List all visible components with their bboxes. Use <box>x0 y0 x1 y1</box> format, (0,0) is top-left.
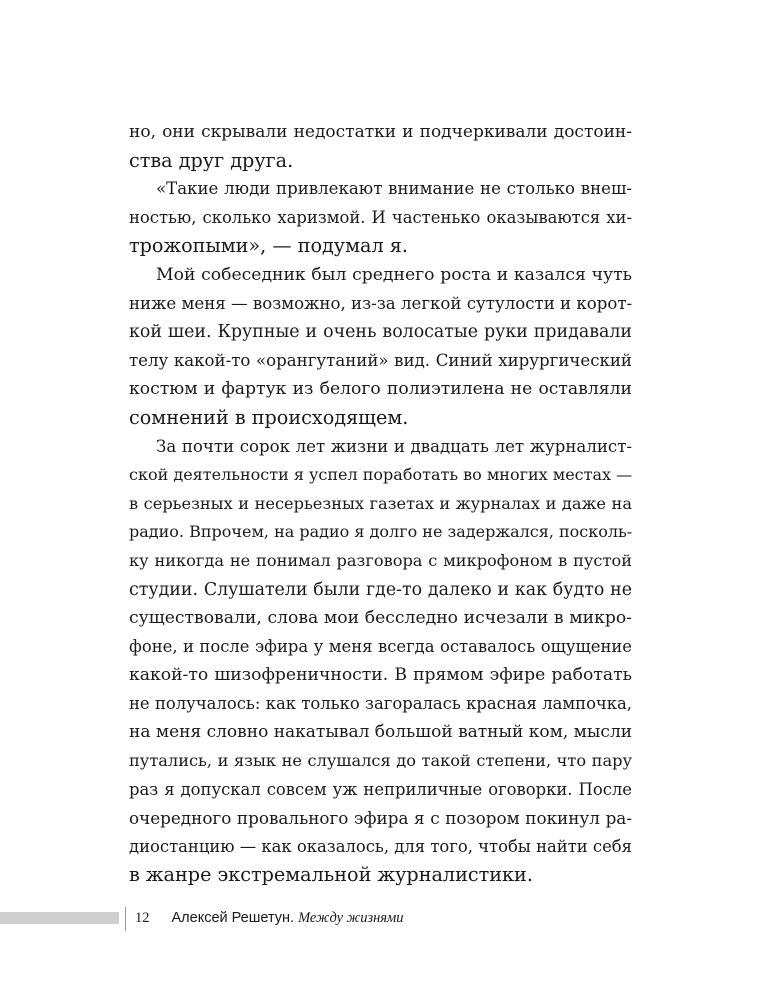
page-number: 12 <box>135 910 150 926</box>
footer-decorative-bar <box>0 912 119 924</box>
text-line: ской деятельности я успел поработать во многих местах — <box>129 465 633 485</box>
text-line: трожопыми», — подумал я. <box>129 234 408 258</box>
text-line: Мой собеседник был среднего роста и казался чуть <box>156 264 632 285</box>
text-line: какой-то шизофреничности. В прямом эфире работать <box>129 665 632 686</box>
text-line: но, они скрывали недостатки и подчеркивали достоин- <box>129 122 632 142</box>
text-line: «Такие люди привлекают внимание не столько внеш- <box>156 179 632 199</box>
text-line: костюм и фартук из белого полиэтилена не оставляли <box>129 379 632 400</box>
text-line: раз я допускал совсем уж неприличные оговорки. После <box>129 779 632 799</box>
text-line: кой шеи. Крупные и очень волосатые руки придавали <box>129 322 632 343</box>
text-line: За почти сорок лет жизни и двадцать лет журналист- <box>156 436 632 456</box>
text-line: очередного провального эфира я с позором покинул ра- <box>129 808 632 829</box>
text-line: сомнений в происходящем. <box>129 405 409 429</box>
text-line: ностью, сколько харизмой. И частенько оказываются хи- <box>129 207 632 227</box>
text-line: не получалось: как только загоралась красная лампочка, <box>129 693 632 713</box>
body-text <box>129 118 632 890</box>
text-line: телу какой-то «орангутаний» вид. Синий хирургический <box>129 350 632 370</box>
text-line: в жанре экстремальной журналистики. <box>129 863 533 887</box>
footer-book-title: Между жизнями <box>298 910 404 926</box>
footer-divider <box>125 907 126 931</box>
text-line: фоне, и после эфира у меня всегда оставалось ощущение <box>129 636 632 656</box>
running-footer <box>135 907 404 929</box>
text-line: в серьезных и несерьезных газетах и журналах и даже на <box>129 493 632 513</box>
text-line: путались, и язык не слушался до такой степени, что пару <box>129 751 632 771</box>
text-line: ства друг друга. <box>129 148 294 172</box>
text-line: диостанцию — как оказалось, для того, чтобы найти себя <box>129 836 632 856</box>
text-line: ку никогда не понимал разговора с микрофоном в пустой <box>129 550 632 570</box>
text-line: на меня словно накатывал большой ватный ком, мысли <box>129 722 633 743</box>
text-line: студии. Слушатели были где-то далеко и как будто не <box>129 579 632 600</box>
footer-author: Алексей Решетун. <box>171 910 295 926</box>
text-line: радио. Впрочем, на радио я долго не задержался, посколь- <box>129 522 633 542</box>
text-line: существовали, слова мои бесследно исчезали в микро- <box>129 608 632 629</box>
text-line: ниже меня — возможно, из-за легкой сутулости и корот- <box>129 293 633 313</box>
